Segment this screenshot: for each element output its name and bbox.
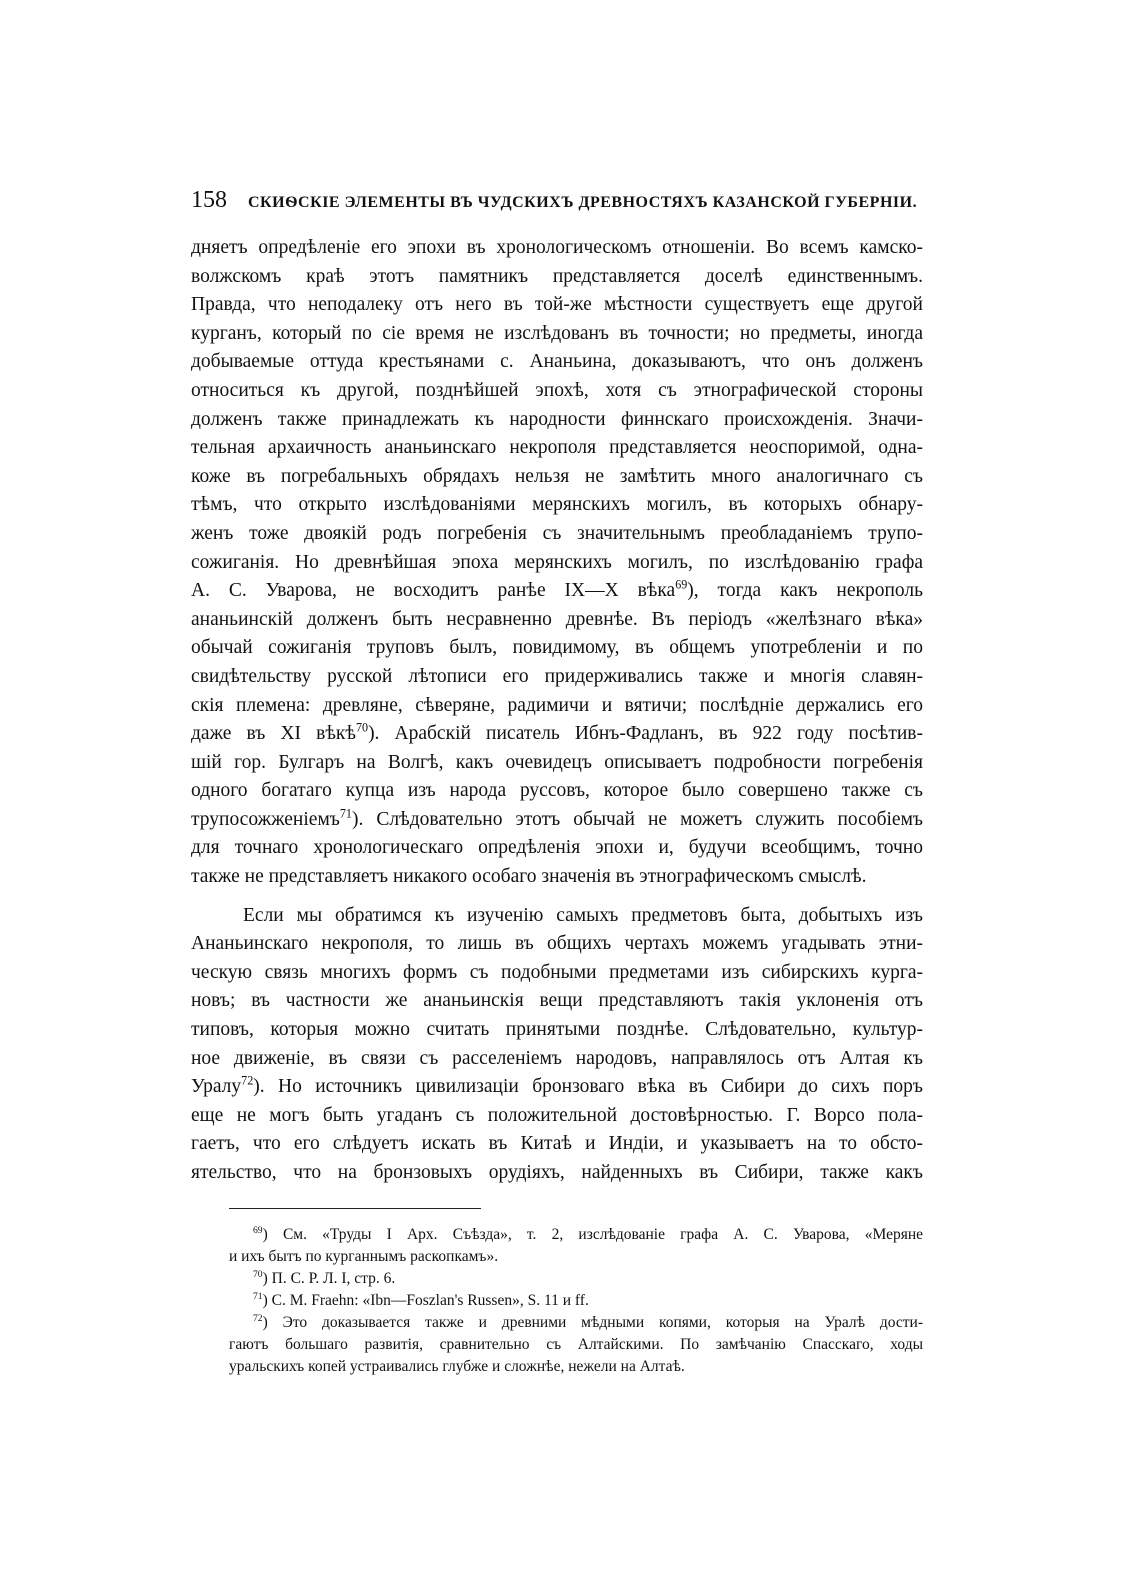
footnote-text: гаютъ большаго развитія, сравнительно съ Алтайскими. По замѣчанію Спасскаго, ходы <box>229 1336 923 1353</box>
line-text: тѣмъ, что открыто изслѣдованіями мерянскихъ могилъ, въ которыхъ обнару- <box>191 494 923 516</box>
text-line <box>191 902 923 931</box>
text-line <box>191 348 923 377</box>
text-line <box>191 749 923 778</box>
text-line <box>191 834 923 863</box>
text-line <box>191 491 923 520</box>
line-text: дняетъ опредѣленіе его эпохи въ хронологическомъ отношеніи. Во всемъ камско- <box>191 237 923 258</box>
line-text: Уралу <box>191 1076 242 1098</box>
text-line <box>191 930 923 959</box>
footnote-line <box>229 1224 923 1246</box>
line-text: новъ; въ частности же ананьинскія вещи представляютъ такія уклоненія отъ <box>191 990 923 1012</box>
line-text: также не представляетъ никакого особаго значенія въ этнографическомъ смыслѣ. <box>191 866 867 888</box>
line-text: еще не могъ быть угаданъ съ положительной достовѣрностью. Г. Ворсо пола- <box>191 1104 923 1126</box>
footnote-text: ) П. С. Р. Л. I, стр. 6. <box>262 1270 396 1287</box>
line-text: одного богатаго купца изъ народа руссовъ, которое было совершено также съ <box>191 780 923 802</box>
footnote-line <box>229 1356 923 1378</box>
text-line <box>191 663 923 692</box>
line-text: Правда, что неподалеку отъ него въ той-же мѣстности существуетъ еще другой <box>191 294 923 316</box>
text-line <box>191 806 923 835</box>
main-text <box>191 234 923 1188</box>
footnote-text: уральскихъ копей устраивались глубже и сложнѣе, нежели на Алтаѣ. <box>229 1358 685 1375</box>
footnote-rule <box>229 1208 481 1209</box>
line-text: скія племена: древляне, сѣверяне, радимичи и вятичи; послѣдніе держались его <box>191 694 923 716</box>
paragraph-gap <box>191 892 923 902</box>
text-line <box>191 1130 923 1159</box>
footnotes <box>229 1224 923 1378</box>
footnote-number: 69 <box>253 1224 263 1236</box>
line-text: тельная архаичность ананьинскаго некрополя представляется неоспоримой, одна- <box>191 437 923 459</box>
footnote-number: 72 <box>253 1312 263 1324</box>
line-text: добываемые оттуда крестьянами с. Ананьина, доказываютъ, что онъ долженъ <box>191 351 923 373</box>
footnote-line <box>229 1246 923 1268</box>
text-line <box>191 692 923 721</box>
text-line <box>191 1045 923 1074</box>
footnote-text: ) См. «Труды I Арх. Съѣзда», т. 2, изслѣдованіе графа А. С. Уварова, «Меряне <box>262 1226 923 1243</box>
text-line <box>191 1016 923 1045</box>
line-text: ананьинскій долженъ быть несравненно древнѣе. Въ періодъ «желѣзнаго вѣка» <box>191 608 923 630</box>
page-number: 158 <box>191 187 227 213</box>
text-line <box>191 720 923 749</box>
line-text-after: ). Арабскій писатель Ибнъ-Фадланъ, въ 922 году посѣтив- <box>368 723 923 745</box>
line-text: Ананьинскаго некрополя, то лишь въ общихъ чертахъ можемъ угадывать этни- <box>191 933 923 955</box>
text-line <box>191 634 923 663</box>
running-header <box>191 186 923 217</box>
line-text-after: ), тогда какъ некрополь <box>687 580 923 602</box>
text-line <box>191 263 923 292</box>
line-text: долженъ также принадлежать къ народности финнскаго происхожденія. Значи- <box>191 408 923 430</box>
text-line <box>191 234 923 263</box>
line-text: свидѣтельству русской лѣтописи его придерживались также и многія славян- <box>191 665 923 687</box>
line-text: волжскомъ краѣ этотъ памятникъ представляется доселѣ единственнымъ. <box>191 265 923 287</box>
footnote-text: ) Это доказывается также и древними мѣдными копями, которыя на Уралѣ дости- <box>262 1314 923 1331</box>
text-line <box>191 320 923 349</box>
text-line <box>191 434 923 463</box>
line-text-after: ). Слѣдовательно этотъ обычай не можетъ служить пособіемъ <box>351 808 923 830</box>
text-line <box>191 863 923 892</box>
footnote-ref: 71 <box>339 806 352 821</box>
text-line <box>191 577 923 606</box>
line-text: ятельство, что на бронзовыхъ орудіяхъ, найденныхъ въ Сибири, также какъ <box>191 1162 923 1183</box>
text-line <box>191 1159 923 1188</box>
footnote-text: ) C. M. Fraehn: «Ibn—Foszlan's Russen», S. 11 и ff. <box>262 1292 589 1309</box>
line-text: обычай сожиганія труповъ былъ, повидимому, въ общемъ употребленіи и по <box>191 637 923 659</box>
text-line <box>191 291 923 320</box>
line-text: А. С. Уварова, не восходитъ ранѣе IX—X вѣка <box>191 580 676 602</box>
running-title: СКИѲСКІЕ ЭЛЕМЕНТЫ ВЪ ЧУДСКИХЪ ДРЕВНОСТЯХЪ КАЗАНСКОЙ ГУБЕРНІИ. <box>248 194 918 211</box>
line-text: трупосожженіемъ <box>191 808 340 830</box>
footnote-ref: 70 <box>355 720 369 735</box>
line-text: женъ тоже двоякій родъ погребенія съ значительнымъ преобладаніемъ трупо- <box>191 522 923 544</box>
text-line <box>191 1102 923 1131</box>
footnote-ref: 69 <box>675 577 688 592</box>
line-text: ческую связь многихъ формъ съ подобными предметами изъ сибирскихъ курга- <box>191 961 923 983</box>
text-line <box>191 959 923 988</box>
line-text: даже въ XI вѣкѣ <box>191 723 356 745</box>
text-line <box>191 987 923 1016</box>
footnote-line <box>229 1268 923 1290</box>
footnote-line <box>229 1334 923 1356</box>
line-text: типовъ, которыя можно считать принятыми позднѣе. Слѣдовательно, культур- <box>191 1019 923 1041</box>
text-line <box>191 377 923 406</box>
text-line <box>191 406 923 435</box>
text-line <box>191 1073 923 1102</box>
footnote-ref: 72 <box>241 1073 254 1088</box>
line-text: шій гор. Булгаръ на Волгѣ, какъ очевидецъ описываетъ подробности погребенія <box>191 751 923 773</box>
text-line <box>191 606 923 635</box>
text-line <box>191 520 923 549</box>
footnote-line <box>229 1312 923 1334</box>
text-line <box>191 777 923 806</box>
text-line <box>191 549 923 578</box>
line-text: для точнаго хронологическаго опредѣленія эпохи и, будучи всеобщимъ, точно <box>191 837 923 859</box>
text-line <box>191 463 923 492</box>
line-text-after: ). Но источникъ цивилизаціи бронзоваго вѣка въ Сибири до сихъ поръ <box>253 1076 923 1098</box>
footnote-line <box>229 1290 923 1312</box>
footnote-number: 70 <box>253 1268 263 1280</box>
line-text: коже въ погребальныхъ обрядахъ нельзя не замѣтить много аналогичнаго съ <box>191 465 923 487</box>
footnote-number: 71 <box>253 1290 263 1302</box>
line-text: Если мы обратимся къ изученію самыхъ предметовъ быта, добытыхъ изъ <box>243 904 923 926</box>
line-text: сожиганія. Но древнѣйшая эпоха мерянскихъ могилъ, по изслѣдованію графа <box>191 551 923 573</box>
line-text: гаетъ, что его слѣдуетъ искать въ Китаѣ и Индіи, и указываетъ на то обсто- <box>191 1133 923 1155</box>
footnote-text: и ихъ бытъ по курганнымъ раскопкамъ». <box>229 1248 499 1265</box>
line-text: курганъ, который по сіе время не изслѣдованъ въ точности; но предметы, иногда <box>191 322 923 344</box>
line-text: ное движеніе, въ связи съ расселеніемъ народовъ, направлялось отъ Алтая къ <box>191 1047 923 1069</box>
line-text: относиться къ другой, позднѣйшей эпохѣ, хотя съ этнографической стороны <box>191 379 923 401</box>
